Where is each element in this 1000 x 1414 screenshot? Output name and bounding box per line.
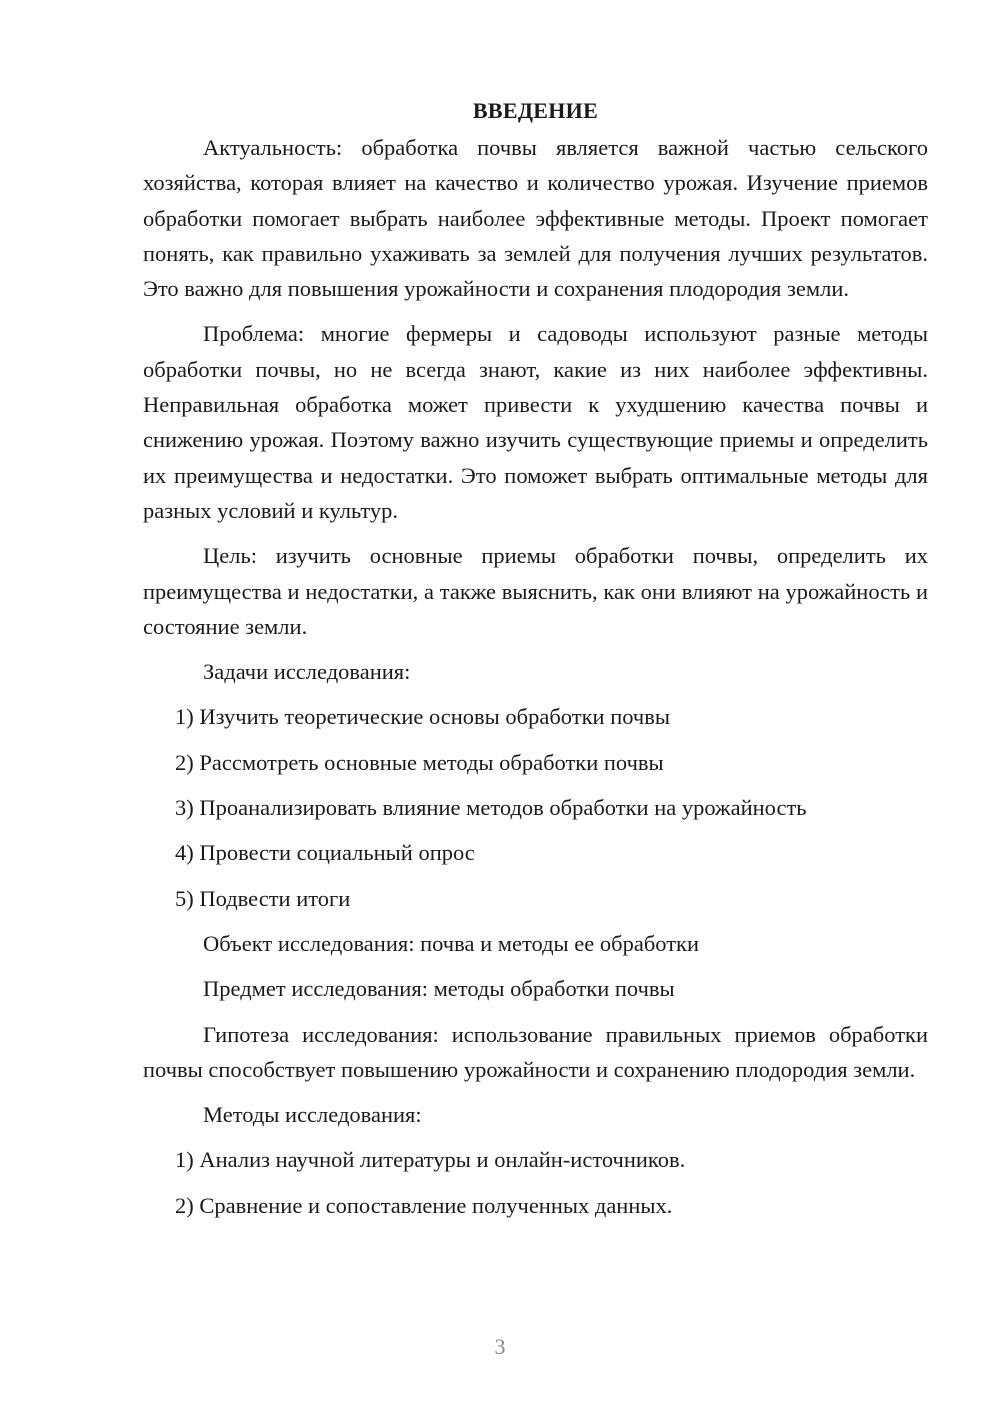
methods-heading: Методы исследования: [203, 1102, 422, 1128]
page-title: ВВЕДЕНИЕ [472, 98, 599, 123]
research-object: Объект исследования: почва и методы ее обработки [203, 930, 700, 956]
methods-list [143, 1142, 928, 1223]
list-item: 2) Рассмотреть основные методы обработки почвы [175, 749, 664, 775]
list-item: 5) Подвести итоги [175, 885, 351, 911]
page-number: 3 [494, 1334, 506, 1359]
list-item: 2) Сравнение и сопоставление полученных данных. [175, 1192, 673, 1218]
tasks-list [143, 699, 928, 915]
list-item: 4) Провести социальный опрос [175, 840, 475, 866]
list-item: 1) Изучить теоретические основы обработки почвы [175, 704, 670, 730]
document-page [143, 92, 928, 1233]
tasks-heading: Задачи исследования: [203, 659, 411, 685]
paragraph-problem: Проблема: многие фермеры и садоводы используют разные методы обработки почвы, но не всегда знают, какие из них наиболее эффективны. Неправильная обработка может привести к ухудшению качества почвы и снижению урожая. Поэтому важно изучить существующие приемы и определить их преимущества и недостатки. Это поможет выбрать оптимальные методы для разных условий и культур. [143, 321, 928, 523]
paragraph-relevance: Актуальность: обработка почвы является важной частью сельского хозяйства, которая влияет на качество и количество урожая. Изучение приемов обработки помогает выбрать наиболее эффективные методы. Проект помогает понять, как правильно ухаживать за землей для получения лучших результатов. Это важно для повышения урожайности и сохранения плодородия земли. [143, 135, 928, 302]
list-item: 3) Проанализировать влияние методов обработки на урожайность [175, 795, 807, 821]
research-subject: Предмет исследования: методы обработки почвы [203, 976, 675, 1002]
list-item: 1) Анализ научной литературы и онлайн-источников. [175, 1147, 686, 1173]
paragraph-goal: Цель: изучить основные приемы обработки почвы, определить их преимущества и недостатки, а также выяснить, как они влияют на урожайность и состояние земли. [143, 543, 928, 639]
paragraph-hypothesis: Гипотеза исследования: использование правильных приемов обработки почвы способствует повышению урожайности и сохранению плодородия земли. [143, 1021, 928, 1082]
